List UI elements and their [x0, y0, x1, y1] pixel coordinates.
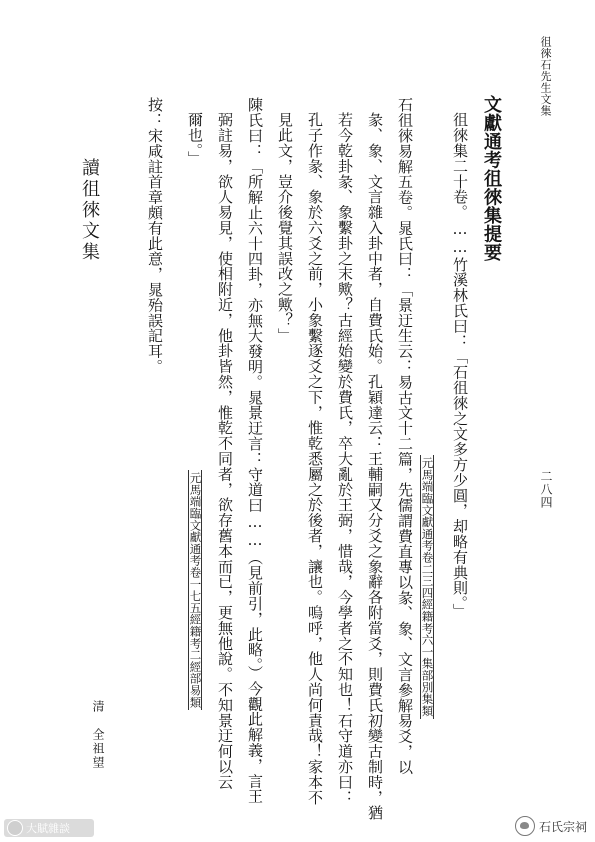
- section-title: 讀徂徠文集: [79, 158, 100, 263]
- watermark-left-text: 大賦雜談: [26, 822, 70, 835]
- text-column-8: 爾也。」: [186, 112, 204, 167]
- watermark-left: [4, 819, 94, 837]
- section-author: 清 全祖望: [91, 700, 105, 770]
- watermark-right-text: 石氏宗祠: [538, 819, 587, 834]
- watermark-right: [515, 816, 587, 836]
- text-column-2: 彖、象、文言雜入卦中者，自費氏始。孔穎達云：王輔嗣又分爻之象辭各附當爻，則費氏初變古制時，猶: [366, 112, 384, 821]
- text-column-6: 陳氏曰：「所解止六十四卦，亦無大發明。晁景迂言：守道曰……（見前引，此略。）今觀此解義，言王: [246, 97, 264, 804]
- book-line: 徂徠集二十卷。……竹溪林氏曰：「石徂徠之文多方少圓，却略有典則。」: [451, 112, 469, 619]
- running-head: 徂徠石先生文集: [539, 36, 552, 117]
- editor-note: 按：宋咸註首章頗有此意，晁殆誤記耳。: [146, 97, 164, 375]
- entry-title: 文獻通考徂徠集提要: [481, 95, 502, 262]
- page-number: 二八四: [539, 470, 553, 509]
- text-column-3: 若今乾卦彖、象繫卦之末歟？古經始變於費氏，卒大亂於王弼，惜哉，今學者之不知也！石守道亦曰：: [336, 112, 354, 805]
- text-column-5: 見此文，豈介後覺其誤改之歟？」: [276, 112, 294, 343]
- wechat-logo-icon: [515, 816, 535, 836]
- text-column-7: 弼註易，欲人易見，使相附近，他卦皆然，惟乾不同者，欲存舊本而已，更無他說。不知景迂何以云: [216, 112, 234, 790]
- wechat-logo-icon: [7, 820, 23, 836]
- book-source: 元馬端臨文獻通考卷二三四經籍考六一集部別集類: [420, 457, 435, 717]
- text-column-4: 孔子作彖、象於六爻之前，小象繫逐爻之下，惟乾悉屬之於後者，讓也。嗚呼，他人尚何責哉！家本不: [306, 112, 324, 805]
- text-column-1: 石徂徠易解五卷。晁氏曰：「景迂生云：易古文十二篇，先儒謂費直專以彖、象、文言參解易爻，以: [396, 97, 414, 775]
- column-8-source: 元馬端臨文獻通考卷一七五經籍考二經部易類: [188, 472, 203, 708]
